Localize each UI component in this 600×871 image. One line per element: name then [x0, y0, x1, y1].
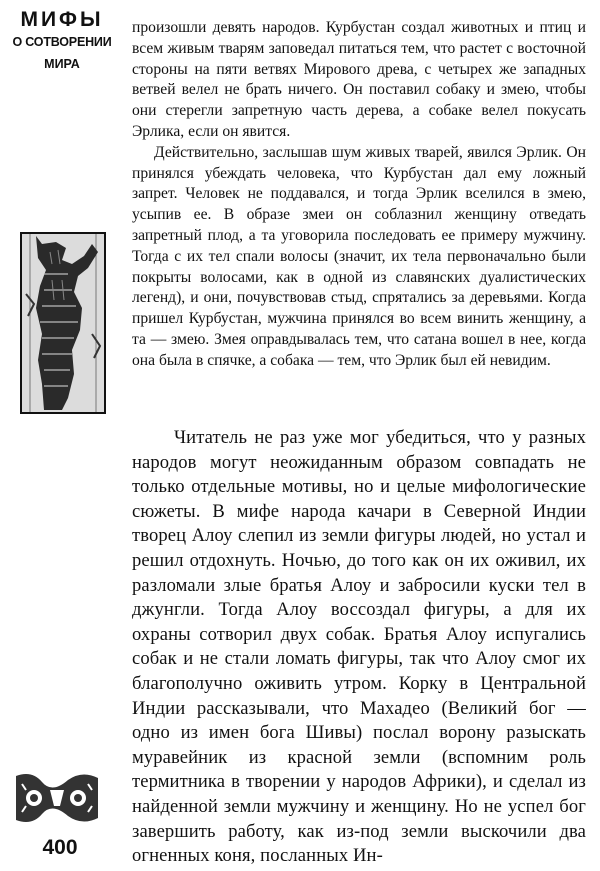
- relief-figure-drawing: [22, 234, 104, 412]
- section-title-line-3: МИРА: [44, 56, 80, 71]
- paragraph: Читатель не раз уже мог убедиться, что у разных народов могут неожиданным образом совпадать не только отдельные мотивы, но и целые мифологические сюжеты. В мифе народа качари в Северной Индии творец Алоу слепил из земли фигуры людей, но устал и решил отдохнуть. Ночью, до того как он их оживил, их разломали злые братья Алоу и забросили куски тел в джунгли. Тогда Алоу воссоздал фигуры, а для их охраны сотворил двух собак. Братья Алоу испугались собак и не стали ломать фигуры, так что Алоу смог их благополучно оживить утром. Корку в Центральной Индии рассказывали, что Махадео (Великий бог — одно из имен бога Шивы) послал ворону разыскать муравейник из красной земли (вспомним роль термитника в творении у народов Африки), и сделал из найденной земли мужчину и женщину. Но не успел бог завершить работу, как из-под земли выскочили два огненных коня, посланных Ин-: [132, 427, 586, 867]
- ornament-drawing: [12, 772, 102, 824]
- left-margin: [0, 0, 120, 871]
- ornament-illustration: [12, 772, 102, 824]
- paragraph: произошли девять народов. Курбустан создал животных и птиц и всем живым тварям заповедал питаться тем, что растет с восточной стороны на пяти ветвях Мирового древа, с четырех же западных ветвей велел не брать ничего. Он поставил собаку и змею, чтобы они стерегли запретную часть дерева, а собаке велел покусать Эрлика, если он явится.: [132, 19, 586, 140]
- paragraph: Действительно, заслышав шум живых тварей, явился Эрлик. Он принялся убеждать человека, что Курбустан дал ему ложный запрет. Человек не поддавался, и тогда Эрлик вселился в змею, усыпив ее. В образе змеи он соблазнил женщину отведать запретный плод, а та уговорила последовать ее примеру мужчину. Тогда с их тел спали волосы (значит, их тела первоначально были покрыты волосами, как в одной из славянских дуалистических легенд), и они, почувствовав стыд, спрятались за деревьями. Когда пришел Курбустан, мужчина принялся во всем винить женщину, а та — змею. Змея оправдывалась тем, что сатана вошел в нее, когда она была в спячке, а собака — тем, что Эрлик был ей невидим.: [132, 143, 586, 369]
- section-title-line-1: МИФЫ: [20, 8, 104, 31]
- small-print-passage: [132, 18, 586, 372]
- running-section-title: [12, 8, 112, 72]
- main-text-passage: [132, 426, 586, 869]
- relief-figure-illustration: [20, 232, 106, 414]
- page-number: 400: [42, 836, 78, 859]
- section-title-line-2: О СОТВОРЕНИИ: [12, 35, 112, 50]
